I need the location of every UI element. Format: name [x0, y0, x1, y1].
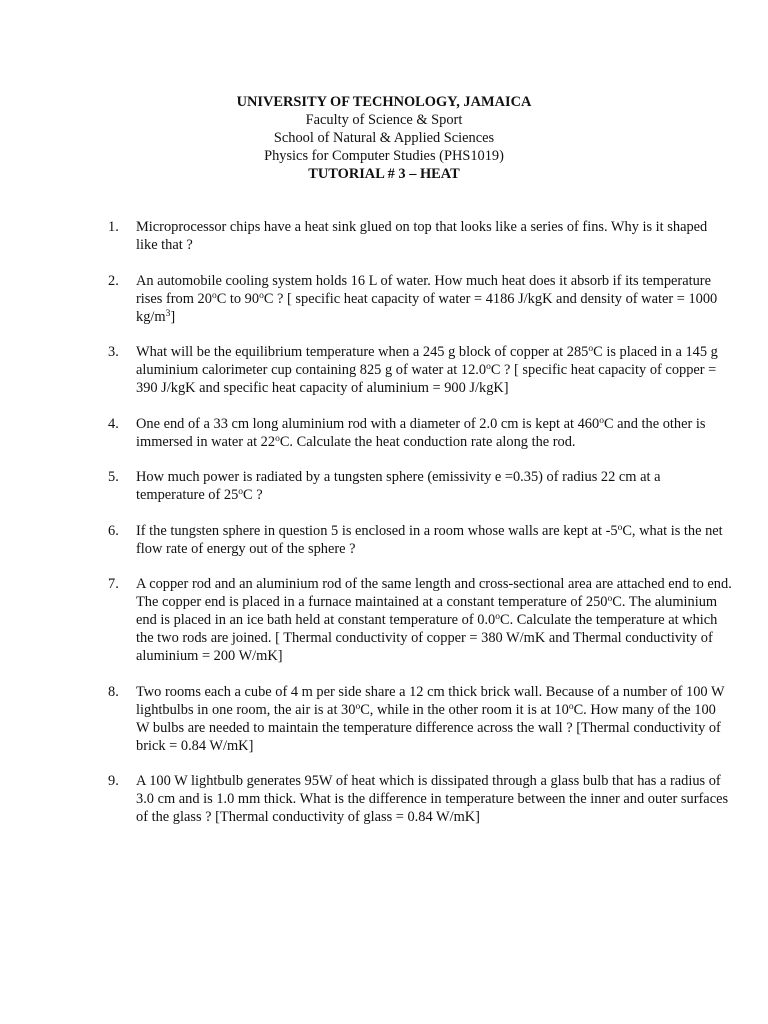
- question-number: 4.: [108, 415, 119, 432]
- question-text: If the tungsten sphere in question 5 is enclosed in a room whose walls are kept at -5$^o$C, what is the net flow rate of energy out of the sphere ?: [136, 522, 723, 557]
- question-item: [108, 218, 732, 254]
- question-number: 7.: [108, 576, 119, 592]
- school-name: School of Natural & Applied Sciences: [273, 130, 495, 146]
- tutorial-title: TUTORIAL # 3 – HEAT: [308, 166, 460, 182]
- question-list: [108, 218, 732, 844]
- question-text: Microprocessor chips have a heat sink glued on top that looks like a series of fins. Why is it shaped like that ?: [136, 219, 708, 253]
- question-item: [108, 683, 732, 755]
- question-number: 8.: [108, 683, 119, 700]
- question-item: [108, 575, 732, 665]
- question-text: A copper rod and an aluminium rod of the same length and cross-sectional area are attached end to end. The copper end is placed in a furnace maintained at a constant temperature of 250$^o$C. The aluminium end is placed in an ice bath held at constant temperature of 0.0$^o$C. Calculate the temperature at which the two rods are joined. [ Thermal conductivity of copper = 380 W/mK and Thermal conductivity of aluminium = 200 W/mK]: [136, 576, 732, 664]
- question-number: 1.: [108, 219, 119, 235]
- question-text: Two rooms each a cube of 4 m per side share a 12 cm thick brick wall. Because of a number of 100 W lightbulbs in one room, the air is at 30$^o$C, while in the other room it is at 10$^o$C. How many of the 100 W bulbs are needed to maintain the temperature difference across the wall ? [Thermal conductivity of brick = 0.84 W/mK]: [136, 683, 725, 754]
- question-item: [108, 468, 732, 504]
- question-text: What will be the equilibrium temperature when a 245 g block of copper at 285$^o$C is placed in a 145 g aluminium calorimeter cup containing 825 g of water at 12.0$^o$C ? [ specific heat capacity of copper = 390 J/kgK and specific heat capacity of aluminium = 900 J/kgK]: [136, 344, 718, 396]
- question-text: A 100 W lightbulb generates 95W of heat which is dissipated through a glass bulb that has a radius of 3.0 cm and is 1.0 mm thick. What is the difference in temperature between the inner and outer surfaces of the glass ? [Thermal conductivity of glass = 0.84 W/mK]: [136, 773, 729, 825]
- question-item: [108, 272, 732, 326]
- question-text: How much power is radiated by a tungsten sphere (emissivity e =0.35) of radius 22 cm at a temperature of 25$^o$C ?: [136, 469, 661, 503]
- question-text: An automobile cooling system holds 16 L of water. How much heat does it absorb if its temperature rises from 20$^o$C to 90$^o$C ? [ specific heat capacity of water = 4186 J/kgK and density of water = 1000 $kg/m^3$]: [136, 272, 718, 325]
- question-number: 5.: [108, 469, 119, 485]
- question-number: 2.: [108, 272, 119, 289]
- faculty-name: Faculty of Science & Sport: [305, 112, 463, 128]
- question-text: One end of a 33 cm long aluminium rod with a diameter of 2.0 cm is kept at 460$^o$C and the other is immersed in water at 22$^o$C. Calculate the heat conduction rate along the rod.: [136, 415, 706, 450]
- question-item: [108, 415, 732, 451]
- document-header: [0, 93, 768, 183]
- course-name: Physics for Computer Studies (PHS1019): [264, 148, 504, 164]
- question-item: [108, 343, 732, 397]
- question-item: [108, 522, 732, 558]
- question-number: 6.: [108, 522, 119, 539]
- question-item: [108, 772, 732, 826]
- university-title: UNIVERSITY OF TECHNOLOGY, JAMAICA: [236, 94, 532, 110]
- question-number: 3.: [108, 344, 119, 360]
- question-number: 9.: [108, 773, 119, 789]
